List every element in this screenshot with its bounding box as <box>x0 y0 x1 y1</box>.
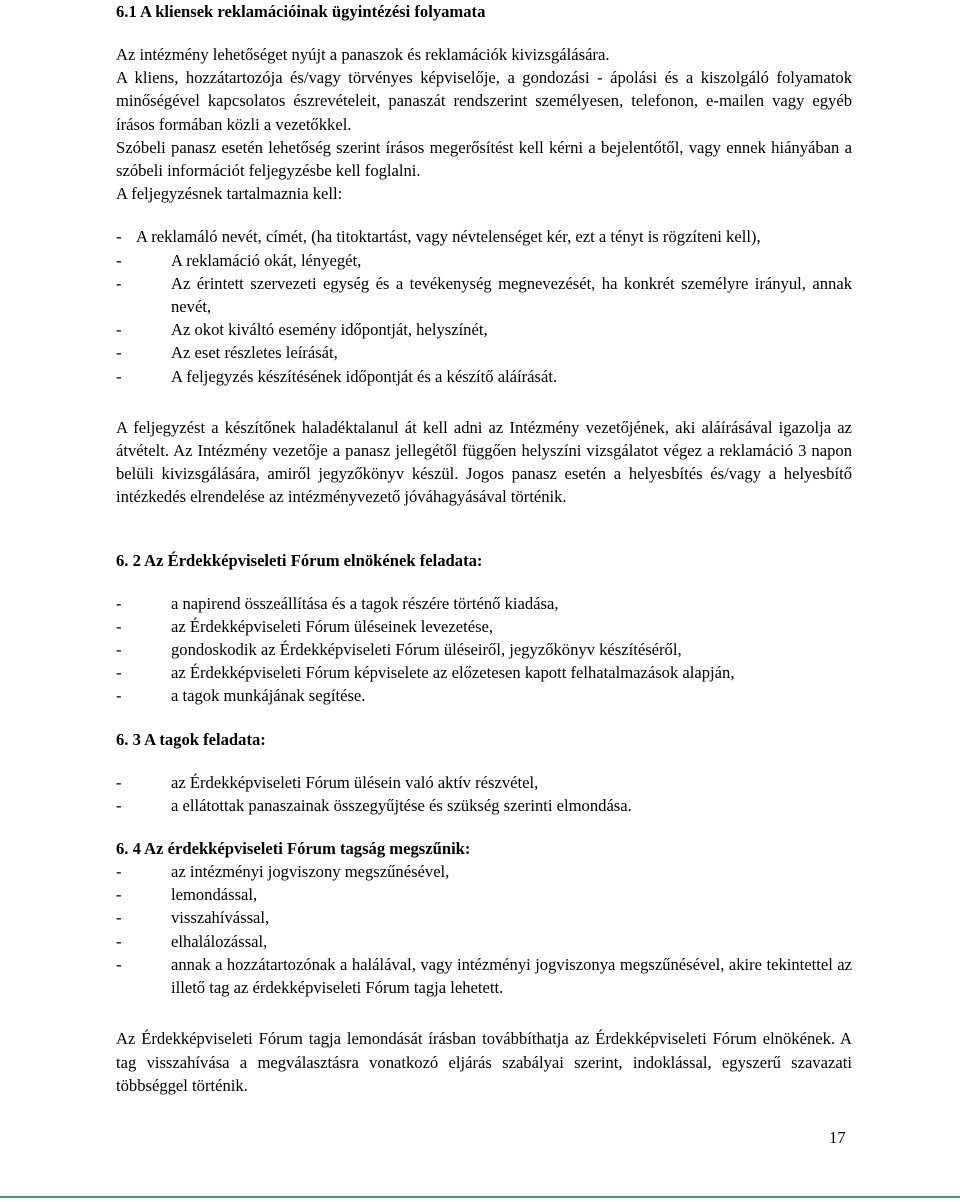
list-item-text: annak a hozzátartozónak a halálával, vagy intézményi jogviszonya megszűnésével, akire tekintettel az illető tag az érdekképviseleti Fórum tagja lehetett. <box>171 954 852 998</box>
list-item-text: elhalálozással, <box>171 931 268 951</box>
list-item-text: a napirend összeállítása és a tagok részére történő kiadása, <box>171 593 559 613</box>
list-item-text: a tagok munkájának segítése. <box>171 686 366 706</box>
record-contents-list <box>116 225 852 387</box>
list-item <box>116 341 852 364</box>
list-item <box>116 684 852 707</box>
dash-marker: - <box>116 795 122 815</box>
dash-marker: - <box>116 366 122 386</box>
dash-marker: - <box>116 908 122 928</box>
list-item-text: az Érdekképviseleti Fórum képviselete az előzetesen kapott felhatalmazások alapján, <box>171 663 735 683</box>
dash-marker: - <box>116 954 122 974</box>
dash-marker: - <box>116 320 122 340</box>
list-item <box>116 225 852 248</box>
member-duties-list <box>116 771 852 817</box>
list-item <box>116 771 852 794</box>
paragraph: Az Érdekképviseleti Fórum tagja lemondását írásban továbbíthatja az Érdekképviseleti Fórum elnökének. A tag visszahívása a megválasztásra vonatkozó eljárás szabályai szerint, indoklással, egyszerű szavazati többséggel történik. <box>116 1029 852 1095</box>
document-page <box>116 0 852 1097</box>
chair-duties-list <box>116 592 852 708</box>
paragraph: A feljegyzést a készítőnek haladéktalanul át kell adni az Intézmény vezetőjének, aki aláírásával igazolja az átvételt. Az Intézmény vezetője a panasz jellegétől függően helyszíni vizsgálatot végez a reklamáció 3 napon belüli kivizsgálására, amiről jegyzőkönyv készül. Jogos panasz esetén a helyesbítés és/vagy a helyesbítő intézkedés elrendelése az intézményvezető jóváhagyásával történik. <box>116 417 852 507</box>
dash-marker: - <box>116 885 122 905</box>
section-6-4-heading: 6. 4 Az érdekképviseleti Fórum tagság megszűnik: <box>116 839 471 859</box>
paragraph: Szóbeli panasz esetén lehetőség szerint írásos megerősítést kell kérni a bejelentőtől, vagy ennek hiányában a szóbeli információt feljegyzésbe kell foglalni. <box>116 137 852 181</box>
membership-end-list <box>116 860 852 999</box>
dash-marker: - <box>116 663 122 683</box>
dash-marker: - <box>116 772 122 792</box>
list-item <box>116 906 852 929</box>
list-item-text: az Érdekképviseleti Fórum ülésein való aktív részvétel, <box>171 772 539 792</box>
list-item <box>116 318 852 341</box>
list-item-text: lemondással, <box>171 885 258 905</box>
list-item <box>116 794 852 817</box>
list-item-text: a ellátottak panaszainak összegyűjtése és szükség szerinti elmondása. <box>171 795 632 815</box>
list-item <box>116 883 852 906</box>
section-6-2-heading: 6. 2 Az Érdekképviseleti Fórum elnökének feladata: <box>116 550 483 570</box>
list-item-text: A reklamáció okát, lényegét, <box>171 250 362 270</box>
dash-marker: - <box>116 616 122 636</box>
list-item <box>116 249 852 272</box>
list-item <box>116 365 852 388</box>
dash-marker: - <box>116 250 122 270</box>
list-item <box>116 860 852 883</box>
paragraph: Az intézmény lehetőséget nyújt a panaszok és reklamációk kivizsgálására. <box>116 45 610 64</box>
list-item-text: Az eset részletes leírását, <box>171 343 338 363</box>
list-item <box>116 272 852 318</box>
list-item <box>116 953 852 999</box>
list-item-text: gondoskodik az Érdekképviseleti Fórum üléseiről, jegyzőkönyv készítéséről, <box>171 640 682 660</box>
list-item-text: A reklamáló nevét, címét, (ha titoktartást, vagy névtelenséget kér, ezt a tényt is rögzíteni kell), <box>136 227 761 247</box>
list-item <box>116 615 852 638</box>
dash-marker: - <box>116 227 122 247</box>
list-item-text: az intézményi jogviszony megszűnésével, <box>171 862 450 882</box>
dash-marker: - <box>116 640 122 660</box>
page-number: 17 <box>829 1128 846 1147</box>
list-item-text: visszahívással, <box>171 908 270 928</box>
dash-marker: - <box>116 862 122 882</box>
dash-marker: - <box>116 686 122 706</box>
footer-rule <box>0 1196 960 1198</box>
dash-marker: - <box>116 273 122 293</box>
list-item <box>116 661 852 684</box>
list-item <box>116 638 852 661</box>
section-6-3-heading: 6. 3 A tagok feladata: <box>116 729 266 749</box>
list-item <box>116 592 852 615</box>
paragraph: A feljegyzésnek tartalmaznia kell: <box>116 184 343 204</box>
dash-marker: - <box>116 593 122 613</box>
paragraph: A kliens, hozzátartozója és/vagy törvényes képviselője, a gondozási - ápolási és a kiszolgáló folyamatok minőségével kapcsolatos észrevételeit, panaszát rendszerint személyesen, telefonon, e-mailen vagy egyéb írásos formában közli a vezetőkkel. <box>116 68 852 134</box>
list-item-text: az Érdekképviseleti Fórum üléseinek levezetése, <box>171 616 494 636</box>
dash-marker: - <box>116 931 122 951</box>
list-item-text: Az okot kiváltó esemény időpontját, helyszínét, <box>171 320 488 340</box>
list-item-text: A feljegyzés készítésének időpontját és a készítő aláírását. <box>171 366 558 386</box>
list-item-text: Az érintett szervezeti egység és a tevékenység megnevezését, ha konkrét személyre irányul, annak nevét, <box>171 273 852 317</box>
section-6-1-heading: 6.1 A kliensek reklamációinak ügyintézési folyamata <box>116 2 486 21</box>
dash-marker: - <box>116 343 122 363</box>
list-item <box>116 930 852 953</box>
